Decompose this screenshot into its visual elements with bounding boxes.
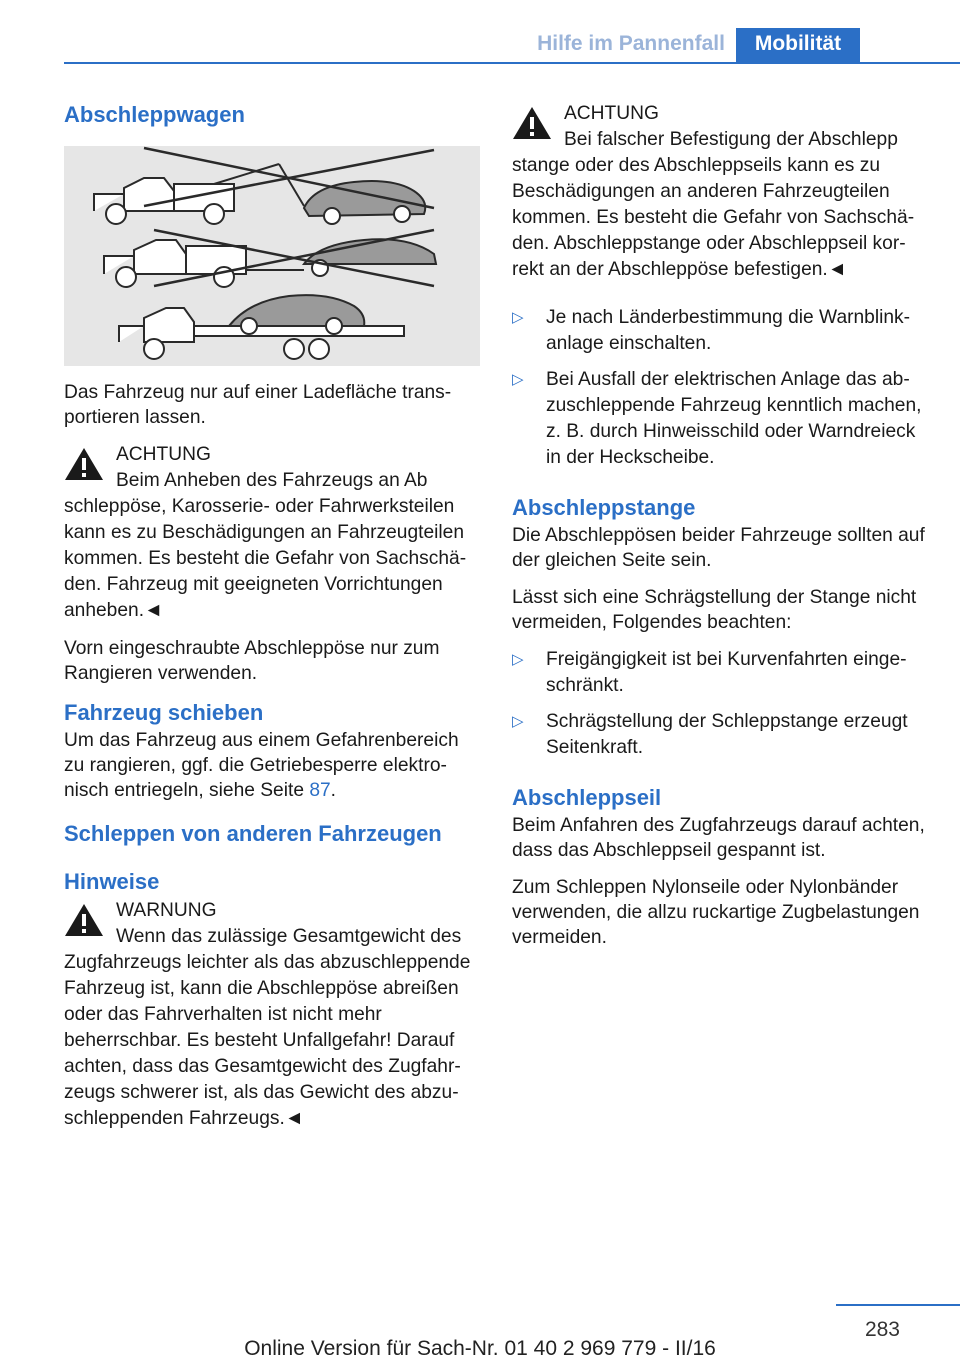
warning-text: stange oder des Abschleppseils kann es zu Beschädigungen an anderen Fahrzeugteilen kommen. Es besteht die Gefahr von Sachschäden. Abschleppstange oder Abschleppseil korrekt an der Abschleppöse befestigen.◄	[512, 155, 915, 280]
heading-abschleppseil: Abschleppseil	[512, 785, 662, 810]
warning-triangle-icon	[64, 902, 104, 938]
list-item-text: Bei Ausfall der elektrischen Anlage das abzuschleppende Fahrzeug kenntlich machen, z. B. durch Hinweisschild oder Warndreieck in der Heckscheibe.	[546, 369, 922, 468]
flatbed-instruction: Das Fahrzeug nur auf einer Ladefläche transportieren lassen.	[64, 382, 452, 428]
list-item	[512, 709, 928, 761]
bullet-arrow-icon: ▷	[512, 651, 524, 668]
right-column	[512, 100, 928, 962]
heading-hinweise: Hinweise	[64, 869, 160, 894]
tow-rope-text-1: Beim Anfahren des Zugfahrzeugs darauf achten, dass das Abschleppseil gespannt ist.	[512, 815, 925, 861]
list-item-text: Freigängigkeit ist bei Kurvenfahrten eingeschränkt.	[546, 649, 907, 696]
push-vehicle-text	[64, 728, 480, 803]
tow-bar-text-2: Lässt sich eine Schrägstellung der Stange nicht vermeiden, Folgendes beachten:	[512, 587, 917, 633]
list-item	[512, 367, 928, 471]
bullet-arrow-icon: ▷	[512, 371, 524, 388]
warning-text: schleppöse, Karosserie- oder Fahrwerksteilen kann es zu Beschädigungen an Fahrzeugteilen kommen. Es besteht die Gefahr von Sachschäden. Fahrzeug mit geeigneten Vorrichtungen anheben.◄	[64, 496, 467, 621]
warning-triangle-icon	[512, 105, 552, 141]
header-rule	[64, 62, 960, 64]
list-item	[512, 647, 928, 699]
warning-label: WARNUNG	[116, 900, 217, 921]
section-tab[interactable]: Hilfe im Pannenfall	[537, 32, 725, 55]
tow-rope-text-2: Zum Schleppen Nylonseile oder Nylonbänder verwenden, die allzu ruckartige Zugbelastungen vermeiden.	[512, 877, 920, 948]
bullet-arrow-icon: ▷	[512, 309, 524, 326]
list-item	[512, 305, 928, 357]
list-item-text: Schrägstellung der Schleppstange erzeugt Seitenkraft.	[546, 711, 908, 758]
page-number-rule	[836, 1304, 960, 1306]
left-column	[64, 100, 480, 1144]
footer-version: Online Version für Sach-Nr. 01 40 2 969 779 - II/16	[244, 1337, 716, 1360]
warning-text: Zugfahrzeugs leichter als das abzuschleppende Fahrzeug ist, kann die Abschleppöse abreißen oder das Fahrverhalten ist nicht mehr beherrschbar. Es besteht Unfallgefahr! Darauf achten, dass das Gesamtgewicht des Zugfahrzeugs schwerer ist, als das Gewicht des abzuschleppenden Fahrzeugs.◄	[64, 952, 471, 1129]
list-item-text: Je nach Länderbestimmung die Warnblinkanlage einschalten.	[546, 307, 911, 354]
tow-truck-illustration	[64, 146, 480, 366]
warning-label: ACHTUNG	[116, 444, 211, 465]
front-tow-eye-note: Vorn eingeschraubte Abschleppöse nur zum Rangieren verwenden.	[64, 638, 440, 684]
heading-schleppen: Schleppen von anderen Fahrzeugen	[64, 821, 442, 846]
warning-text-first-line: Bei falscher Befestigung der Abschlepp	[564, 129, 898, 150]
push-text: Um das Fahrzeug aus einem Gefahrenbereich zu rangieren, ggf. die Getriebesperre elektronisch entriegeln, siehe Seite	[64, 730, 459, 801]
bullet-arrow-icon: ▷	[512, 713, 524, 730]
warning-block-attachment	[512, 101, 928, 283]
warning-block-lifting	[64, 442, 480, 624]
heading-abschleppwagen: Abschleppwagen	[64, 102, 245, 127]
warning-triangle-icon	[64, 446, 104, 482]
warning-text-first-line: Beim Anheben des Fahrzeugs an Ab	[116, 470, 428, 491]
heading-abschleppstange: Abschleppstange	[512, 495, 696, 520]
warning-block-weight	[64, 898, 480, 1132]
chapter-tab-active[interactable]: Mobilität	[736, 28, 860, 62]
heading-fahrzeug-schieben: Fahrzeug schieben	[64, 700, 264, 725]
warning-label: ACHTUNG	[564, 103, 659, 124]
page-number: 283	[864, 1318, 900, 1341]
page-header	[0, 0, 960, 64]
tow-bar-text-1: Die Abschleppösen beider Fahrzeuge sollten auf der gleichen Seite sein.	[512, 525, 925, 571]
page-link-87[interactable]: 87	[309, 780, 331, 801]
push-text-end: .	[330, 780, 337, 801]
tow-truck-drawing	[64, 146, 480, 366]
warning-text-first-line: Wenn das zulässige Gesamtgewicht des	[116, 926, 462, 947]
